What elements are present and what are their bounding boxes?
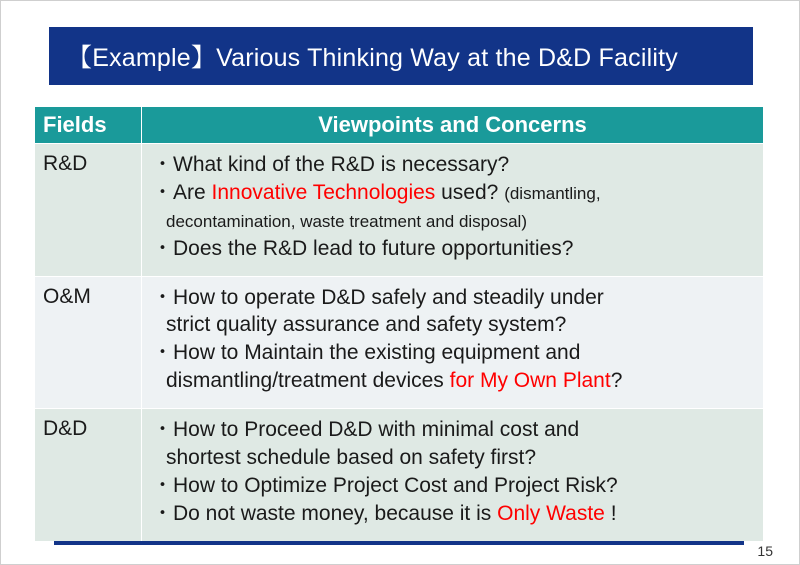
column-header-viewpoints: Viewpoints and Concerns [142, 107, 764, 144]
bullet-marker: ・ [152, 285, 173, 309]
content-line [152, 236, 753, 263]
content-line [152, 417, 753, 444]
content-line [152, 152, 753, 179]
content-text: How to Maintain the existing equipment and [173, 341, 581, 365]
slide-title-bar [49, 27, 753, 85]
content-line [152, 473, 753, 500]
bullet-marker: ・ [152, 473, 173, 497]
row-content [142, 276, 764, 409]
content-text: What kind of the R&D is necessary? [173, 153, 510, 176]
row-field-label: O&M [35, 276, 142, 409]
content-text: Do not waste money, because it is [173, 501, 498, 525]
content-text: Does the R&D lead to future opportunities? [173, 236, 574, 260]
bullet-marker: ・ [152, 418, 173, 441]
content-text: shortest schedule based on safety first? [166, 445, 537, 469]
thinking-way-table [34, 106, 764, 542]
row-field-label: R&D [35, 144, 142, 277]
page-title: 【Example】Various Thinking Way at the D&D Facility [67, 44, 678, 72]
content-line [152, 180, 753, 207]
content-line [152, 208, 753, 235]
content-line [152, 312, 753, 339]
content-text: decontamination, waste treatment and disposal) [166, 211, 527, 231]
table-body [35, 144, 764, 542]
row-field-label: D&D [35, 409, 142, 542]
column-header-fields: Fields [35, 107, 142, 144]
content-text: ? [610, 369, 623, 393]
content-text: used? [435, 180, 505, 204]
table-row [35, 144, 764, 277]
content-text: How to operate D&D safely and steadily under [173, 285, 604, 309]
content-text: Innovative Technologies [211, 180, 436, 204]
bullet-marker: ・ [152, 501, 173, 525]
bullet-marker: ・ [152, 236, 173, 260]
content-text: Only Waste [497, 501, 605, 525]
content-line [152, 445, 753, 472]
content-text: How to Optimize Project Cost and Project Risk? [173, 473, 618, 497]
footer-divider [54, 541, 744, 545]
table-header-row [35, 107, 764, 144]
content-text: ! [604, 501, 617, 525]
content-text: for My Own Plant [449, 369, 611, 393]
row-content [142, 144, 764, 277]
bullet-marker: ・ [152, 153, 173, 176]
content-line [152, 368, 753, 395]
content-line [152, 340, 753, 367]
content-text: How to Proceed D&D with minimal cost and [173, 418, 580, 441]
bullet-marker: ・ [152, 180, 173, 204]
content-line [152, 501, 753, 528]
page-number: 15 [757, 543, 773, 559]
content-line [152, 285, 753, 312]
table-row [35, 276, 764, 409]
bullet-marker: ・ [152, 341, 173, 365]
content-text: (dismantling, [504, 183, 601, 203]
row-content [142, 409, 764, 542]
content-text: dismantling/treatment devices [166, 369, 450, 393]
table-row [35, 409, 764, 542]
content-text: Are [173, 180, 212, 204]
content-text: strict quality assurance and safety system? [166, 313, 567, 337]
